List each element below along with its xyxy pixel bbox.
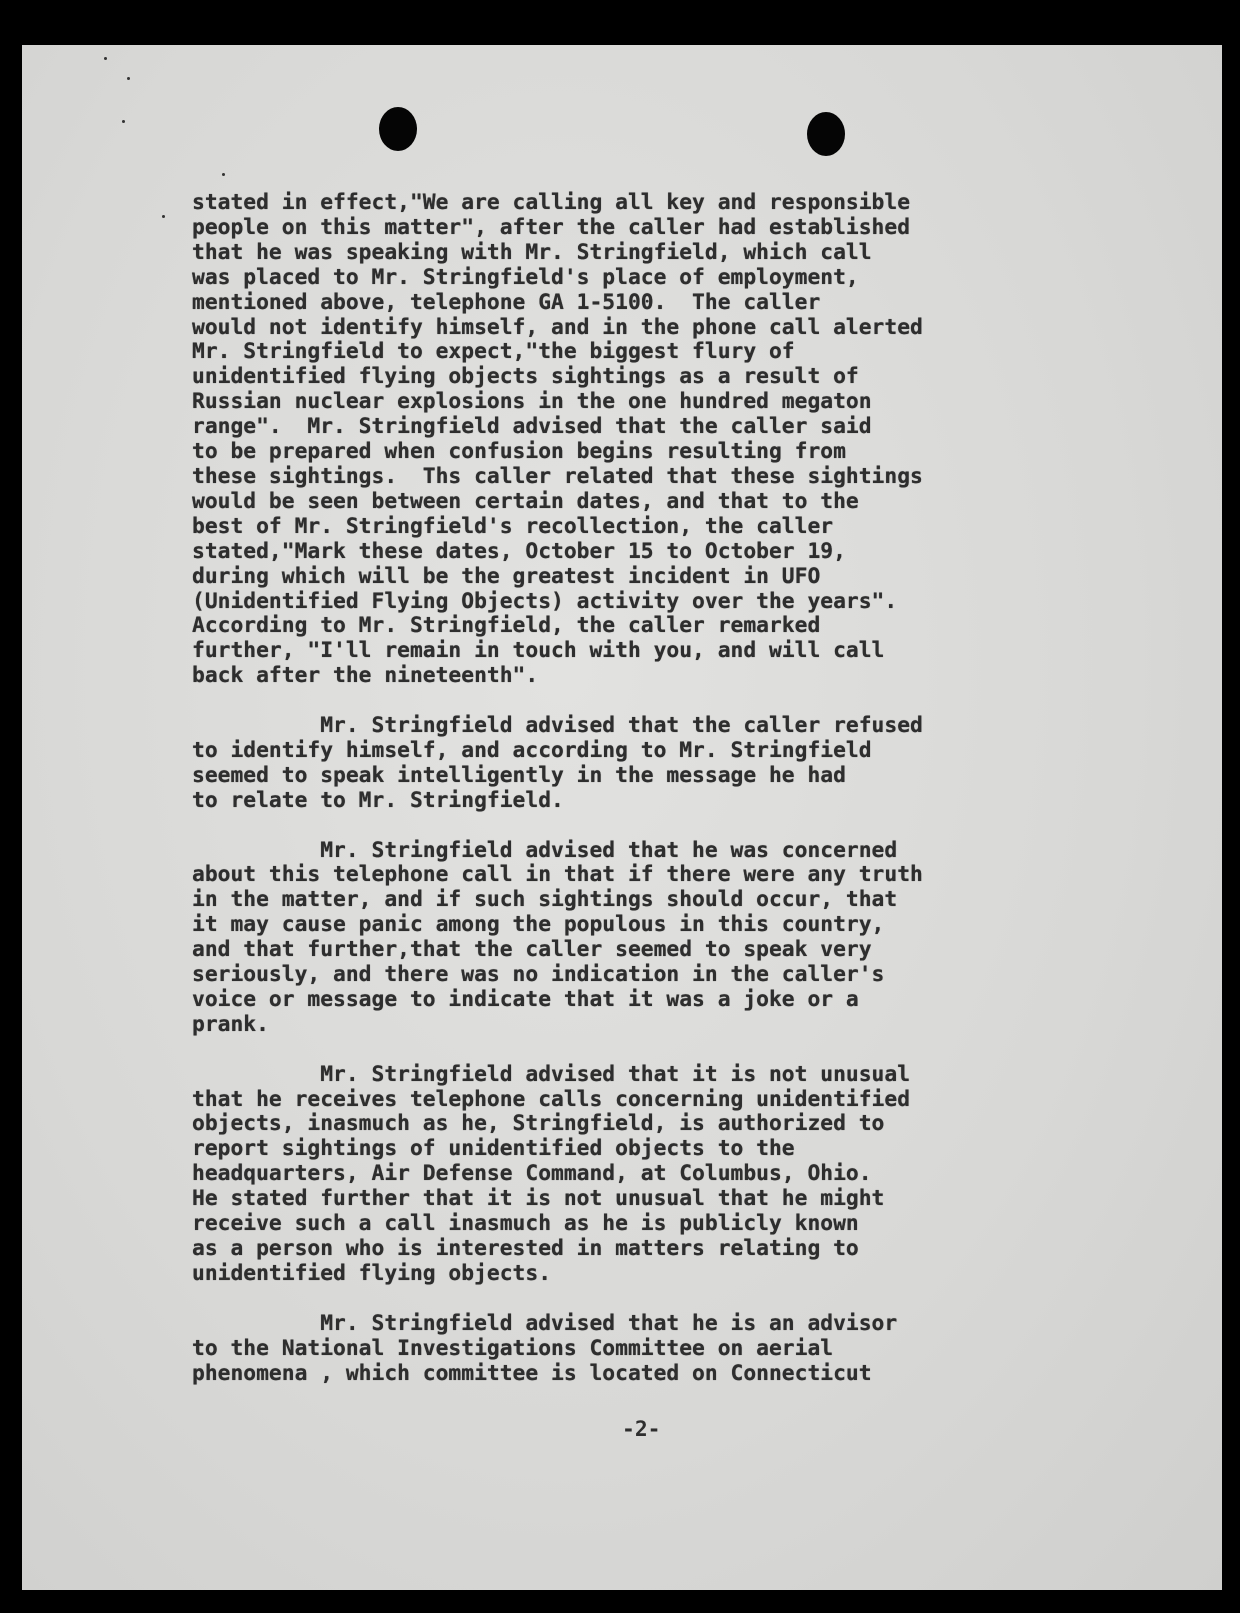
text-line: voice or message to indicate that it was a joke or a <box>192 986 859 1012</box>
text-line: Mr. Stringfield advised that he was concerned <box>192 837 898 863</box>
text-line: Mr. Stringfield advised that the caller refused <box>192 713 923 739</box>
text-line: further, "I'll remain in touch with you, and will call <box>192 638 885 664</box>
text-line: people on this matter", after the caller had established <box>192 214 911 240</box>
paragraph <box>192 714 1192 814</box>
text-line: that he receives telephone calls concerning unidentified <box>192 1086 911 1112</box>
text-line: unidentified flying objects. <box>192 1260 552 1286</box>
paragraph <box>192 1312 1192 1387</box>
text-line: to relate to Mr. Stringfield. <box>192 787 564 813</box>
text-line: Mr. Stringfield to expect,"the biggest flury of <box>192 339 795 365</box>
paper-speck <box>222 173 225 176</box>
text-line: and that further,that the caller seemed to speak very <box>192 937 872 963</box>
text-line: stated,"Mark these dates, October 15 to October 19, <box>192 538 846 564</box>
text-line: would be seen between certain dates, and that to the <box>192 488 859 514</box>
text-line: (Unidentified Flying Objects) activity over the years". <box>192 588 898 614</box>
text-line: during which will be the greatest incident in UFO <box>192 563 821 589</box>
text-line: it may cause panic among the populous in this country, <box>192 912 885 938</box>
typewritten-body <box>192 191 1192 1386</box>
text-line: stated in effect,"We are calling all key and responsible <box>192 190 911 215</box>
text-line: seriously, and there was no indication in the caller's <box>192 962 885 988</box>
paper-speck <box>127 77 130 80</box>
paragraph-gap <box>192 814 1192 839</box>
paragraph-gap <box>192 689 1192 714</box>
text-line: mentioned above, telephone GA 1-5100. The caller <box>192 289 821 315</box>
text-line: objects, inasmuch as he, Stringfield, is authorized to <box>192 1111 885 1137</box>
text-line: as a person who is interested in matters relating to <box>192 1236 859 1262</box>
text-line: According to Mr. Stringfield, the caller remarked <box>192 613 821 639</box>
text-line: Mr. Stringfield advised that he is an advisor <box>192 1310 898 1336</box>
text-line: seemed to speak intelligently in the message he had <box>192 762 846 788</box>
text-line: phenomena , which committee is located on Connecticut <box>192 1360 872 1386</box>
punch-hole-right <box>807 112 845 156</box>
text-line: these sightings. Ths caller related that these sightings <box>192 463 923 489</box>
text-line: Russian nuclear explosions in the one hundred megaton <box>192 389 872 415</box>
paragraph <box>192 191 1192 689</box>
text-line: back after the nineteenth". <box>192 663 539 689</box>
paragraph <box>192 839 1192 1038</box>
paragraph <box>192 1063 1192 1287</box>
text-line: to be prepared when confusion begins resulting from <box>192 439 846 465</box>
paper-speck <box>122 120 125 123</box>
paper-speck <box>104 57 107 60</box>
text-line: about this telephone call in that if there were any truth <box>192 862 923 888</box>
text-line: report sightings of unidentified objects to the <box>192 1136 795 1162</box>
text-line: to the National Investigations Committee on aerial <box>192 1335 834 1361</box>
paper-speck <box>162 215 165 218</box>
page-number: -2- <box>622 1417 661 1442</box>
text-line: that he was speaking with Mr. Stringfield, which call <box>192 239 872 265</box>
text-line: in the matter, and if such sightings should occur, that <box>192 887 898 913</box>
paragraph-gap <box>192 1287 1192 1312</box>
text-line: He stated further that it is not unusual that he might <box>192 1186 885 1212</box>
punch-hole-left <box>379 107 417 151</box>
text-line: to identify himself, and according to Mr. Stringfield <box>192 737 872 763</box>
text-line: headquarters, Air Defense Command, at Columbus, Ohio. <box>192 1161 872 1187</box>
text-line: receive such a call inasmuch as he is publicly known <box>192 1211 859 1237</box>
text-line: range". Mr. Stringfield advised that the caller said <box>192 414 872 440</box>
text-line: would not identify himself, and in the phone call alerted <box>192 314 923 340</box>
text-line: Mr. Stringfield advised that it is not unusual <box>192 1061 911 1087</box>
text-line: best of Mr. Stringfield's recollection, the caller <box>192 513 834 539</box>
text-line: was placed to Mr. Stringfield's place of employment, <box>192 264 859 290</box>
text-line: unidentified flying objects sightings as a result of <box>192 364 859 390</box>
text-line: prank. <box>192 1011 269 1037</box>
document-page <box>22 45 1222 1590</box>
paragraph-gap <box>192 1038 1192 1063</box>
